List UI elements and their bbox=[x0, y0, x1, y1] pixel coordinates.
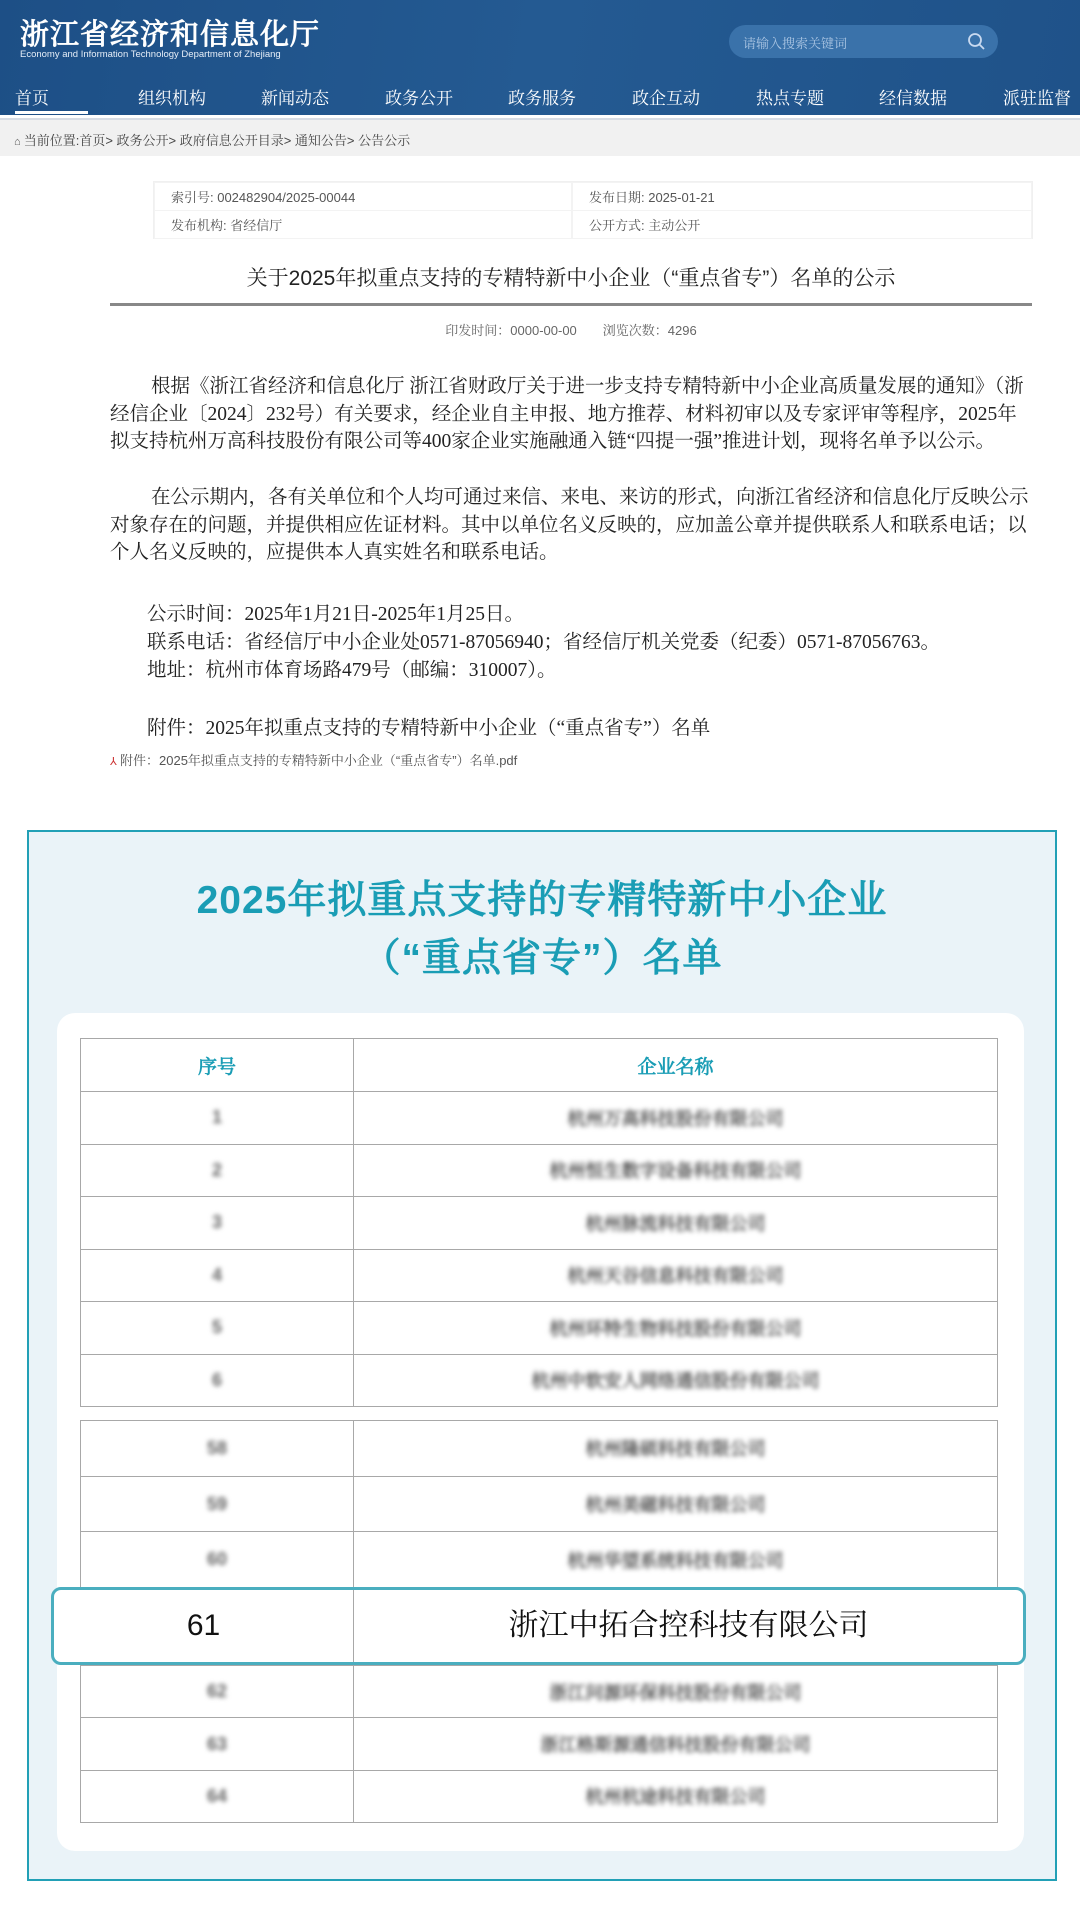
breadcrumb-bar bbox=[0, 118, 1080, 156]
info-table bbox=[153, 181, 1033, 239]
attachment-label: 附件：2025年拟重点支持的专精特新中小企业（“重点省专”）名单 bbox=[147, 718, 711, 739]
table-row bbox=[81, 1770, 998, 1822]
notice-period: 公示时间：2025年1月21日-2025年1月25日。 bbox=[147, 604, 524, 625]
nav-organization[interactable]: 组织机构 bbox=[138, 89, 206, 108]
table-row bbox=[81, 1421, 998, 1477]
highlighted-row bbox=[51, 1587, 1026, 1665]
highlighted-company: 浙江中拓合控科技有限公司 bbox=[508, 1609, 869, 1642]
row-number: 62 bbox=[81, 1666, 354, 1718]
col-name: 企业名称 bbox=[354, 1039, 998, 1092]
breadcrumb bbox=[14, 130, 410, 149]
article-title: 关于2025年拟重点支持的专精特新中小企业（“重点省专”）名单的公示 bbox=[246, 267, 896, 290]
pdf-link-text[interactable]: 附件：2025年拟重点支持的专精特新中小企业（“重点省专”）名单.pdf bbox=[120, 753, 518, 768]
panel-title bbox=[29, 872, 1055, 988]
row-number: 64 bbox=[81, 1770, 354, 1822]
row-number: 1 bbox=[81, 1092, 354, 1145]
active-nav-indicator bbox=[15, 111, 88, 114]
company-name: 杭州恒生数字设备科技有限公司 bbox=[354, 1144, 998, 1197]
nav-news[interactable]: 新闻动态 bbox=[261, 89, 329, 108]
panel-title-line-2: （“重点省专”）名单 bbox=[361, 937, 723, 980]
nav-gov-affairs[interactable]: 政务公开 bbox=[385, 89, 453, 108]
logo-subtitle: Economy and Information Technology Department of Zhejiang bbox=[20, 49, 281, 60]
row-number: 59 bbox=[81, 1476, 354, 1532]
company-name: 杭州脉流科技有限公司 bbox=[354, 1197, 998, 1250]
index-number: 索引号: 002482904/2025-00044 bbox=[154, 182, 572, 211]
table-row bbox=[81, 1144, 998, 1197]
divider bbox=[110, 303, 1032, 306]
company-name: 杭州华望系统科技有限公司 bbox=[354, 1532, 998, 1588]
table-row bbox=[81, 1532, 998, 1588]
pdf-attachment-link[interactable] bbox=[110, 750, 517, 769]
pdf-icon: ⅄ bbox=[110, 756, 117, 768]
company-name: 杭州中软安人网络通信股份有限公司 bbox=[354, 1354, 998, 1407]
nav-topics[interactable]: 热点专题 bbox=[756, 89, 824, 108]
row-number: 2 bbox=[81, 1144, 354, 1197]
row-number: 6 bbox=[81, 1354, 354, 1407]
row-number: 5 bbox=[81, 1302, 354, 1355]
publish-date: 发布日期: 2025-01-21 bbox=[572, 182, 1032, 211]
row-number: 60 bbox=[81, 1532, 354, 1588]
nav-interaction[interactable]: 政企互动 bbox=[632, 89, 700, 108]
search-input[interactable] bbox=[729, 25, 998, 58]
address: 地址：杭州市体育场路479号（邮编：310007）。 bbox=[147, 660, 557, 681]
site-header bbox=[0, 0, 1080, 115]
company-name: 杭州环特生物科技股份有限公司 bbox=[354, 1302, 998, 1355]
company-name: 杭州天谷信息科技有限公司 bbox=[354, 1249, 998, 1302]
table-row bbox=[81, 1092, 998, 1145]
breadcrumb-text[interactable]: 当前位置:首页> 政务公开> 政府信息公开目录> 通知公告> 公告公示 bbox=[23, 133, 411, 148]
table-row bbox=[81, 1354, 998, 1407]
table-row bbox=[81, 1249, 998, 1302]
company-name: 浙江格斯源通信科技股份有限公司 bbox=[354, 1718, 998, 1770]
company-name: 杭州杭途科技有限公司 bbox=[354, 1770, 998, 1822]
row-number: 3 bbox=[81, 1197, 354, 1250]
highlighted-number: 61 bbox=[54, 1590, 354, 1662]
row-number: 63 bbox=[81, 1718, 354, 1770]
company-name: 浙江问源环保科技股份有限公司 bbox=[354, 1666, 998, 1718]
nav-home[interactable]: 首页 bbox=[15, 89, 49, 108]
article-meta: 印发时间：0000-00-00 浏览次数：4296 bbox=[445, 323, 697, 338]
publisher: 发布机构: 省经信厅 bbox=[154, 210, 572, 239]
panel-title-line-1: 2025年拟重点支持的专精特新中小企业 bbox=[196, 879, 888, 922]
row-number: 58 bbox=[81, 1421, 354, 1477]
nav-supervision[interactable]: 派驻监督 bbox=[1003, 89, 1071, 108]
table-row bbox=[81, 1302, 998, 1355]
company-table-top bbox=[80, 1038, 998, 1407]
col-number: 序号 bbox=[81, 1039, 354, 1092]
search-placeholder: 请输入搜索关键词 bbox=[743, 36, 848, 51]
home-icon: ⌂ bbox=[14, 136, 24, 148]
disclosure-mode: 公开方式: 主动公开 bbox=[572, 210, 1032, 239]
logo-title[interactable]: 浙江省经济和信息化厅 bbox=[20, 19, 321, 51]
table-row bbox=[81, 1197, 998, 1250]
company-name: 杭州美磁科技有限公司 bbox=[354, 1476, 998, 1532]
paragraph-2: 在公示期内，各有关单位和个人均可通过来信、来电、来访的形式，向浙江省经济和信息化厅反映公示对象存在的问题，并提供相应佐证材料。其中以单位名义反映的，应加盖公章并提供联系人和联系电话；以个人名义反映的，应提供本人真实姓名和联系电话。 bbox=[110, 487, 1029, 564]
nav-gov-services[interactable]: 政务服务 bbox=[508, 89, 576, 108]
company-name: 杭州万高科技股份有限公司 bbox=[354, 1092, 998, 1145]
table-row bbox=[81, 1666, 998, 1718]
paragraph-1: 根据《浙江省经济和信息化厅 浙江省财政厅关于进一步支持专精特新中小企业高质量发展的通知》（浙经信企业〔2024〕232号）有关要求，经企业自主申报、地方推荐、材料初审以及专家评审等程序，2025年拟支持杭州万高科技股份有限公司等400家企业实施融通入链“四提一强”推进计划，现将名单予以公示。 bbox=[110, 376, 1024, 453]
row-number: 4 bbox=[81, 1249, 354, 1302]
search-icon[interactable] bbox=[966, 31, 986, 51]
main-nav bbox=[0, 78, 1080, 114]
company-name: 杭州隆硕科技有限公司 bbox=[354, 1421, 998, 1477]
table-row bbox=[81, 1476, 998, 1532]
nav-data[interactable]: 经信数据 bbox=[879, 89, 947, 108]
contact-phone: 联系电话：省经信厅中小企业处0571-87056940；省经信厅机关党委（纪委）0571-87056763。 bbox=[147, 632, 940, 653]
table-row bbox=[81, 1718, 998, 1770]
table-header bbox=[81, 1039, 998, 1092]
